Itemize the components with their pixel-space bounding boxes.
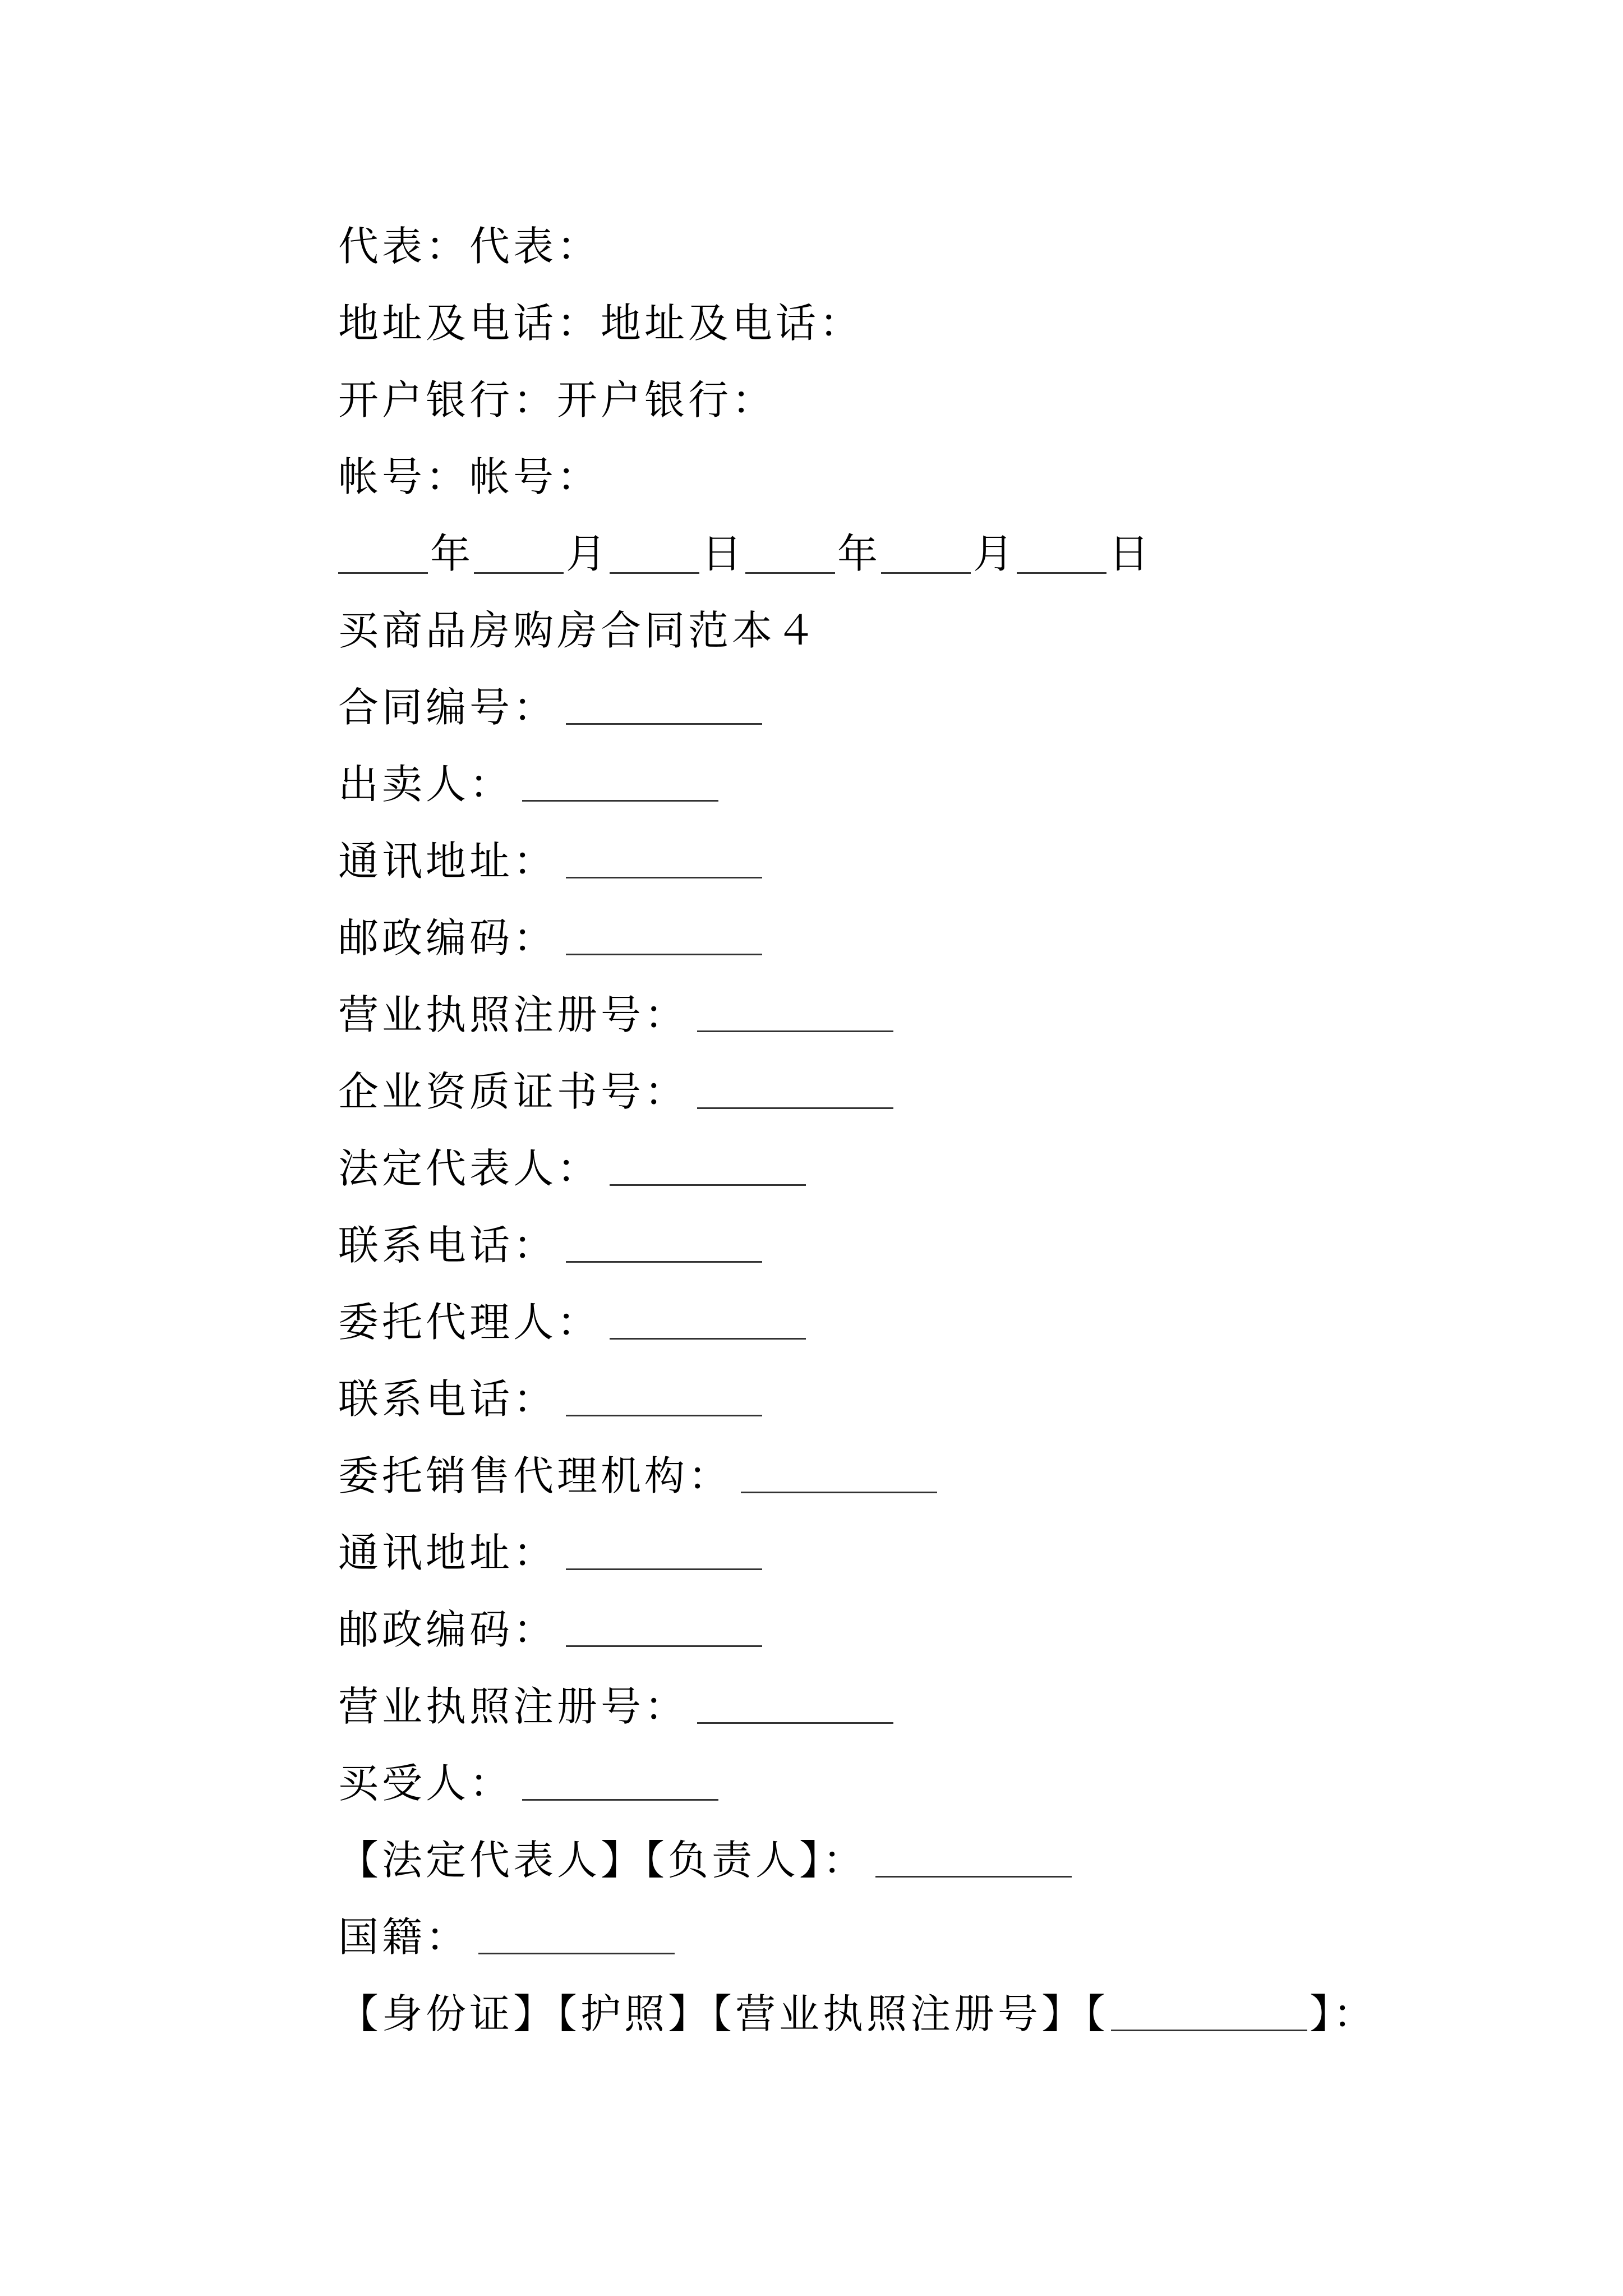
field-blank (875, 1842, 1072, 1878)
field-label: 营业执照注册号： (338, 1682, 689, 1730)
field-line (338, 669, 1460, 746)
id-prefix: 【身份证】【护照】【营业执照注册号】【 (338, 1990, 1109, 2037)
field-label: 联系电话： (338, 1375, 557, 1423)
field-blank (522, 766, 718, 802)
field-label: 委托代理人： (338, 1298, 601, 1346)
field-blank (697, 997, 893, 1032)
field-blank (610, 1151, 806, 1186)
bank-text: 开户银行：开户银行： (338, 376, 776, 424)
field-label: 邮政编码： (338, 1605, 557, 1653)
field-line (338, 1130, 1460, 1207)
field-blank (697, 1074, 893, 1109)
address-phone-line (338, 284, 1460, 361)
field-label: 通讯地址： (338, 837, 557, 885)
date-unit: 月 (973, 530, 1017, 577)
field-blank (566, 1612, 762, 1647)
field-blank (566, 1227, 762, 1263)
field-blank (566, 843, 762, 878)
date-blank (610, 539, 699, 574)
section-title-line (338, 592, 1460, 669)
date-unit: 年 (837, 530, 882, 577)
field-label: 法定代表人： (338, 1144, 601, 1192)
date-blank (1017, 539, 1106, 574)
field-blank (478, 1919, 675, 1954)
section-title: 买商品房购房合同范本４ (338, 606, 820, 654)
field-line (338, 1283, 1460, 1360)
date-unit: 日 (1109, 530, 1153, 577)
bank-line (338, 361, 1460, 438)
field-blank (566, 689, 762, 725)
date-blank (338, 539, 428, 574)
field-label: 委托销售代理机构： (338, 1452, 732, 1499)
field-line (338, 1745, 1460, 1821)
field-blank (522, 1765, 718, 1801)
field-label: 邮政编码： (338, 914, 557, 961)
date-blank (881, 539, 971, 574)
field-blank (697, 1688, 893, 1724)
date-unit: 日 (702, 530, 746, 577)
field-label: 合同编号： (338, 683, 557, 731)
field-line (338, 1668, 1460, 1745)
field-line (338, 1207, 1460, 1283)
field-line (338, 1898, 1460, 1975)
field-label: 企业资质证书号： (338, 1068, 689, 1115)
field-blank (566, 1381, 762, 1416)
date-line (338, 515, 1460, 592)
field-label: 【法定代表人】【负责人】： (338, 1836, 867, 1884)
field-label: 国籍： (338, 1913, 470, 1961)
date-unit: 年 (430, 530, 474, 577)
field-line (338, 1360, 1460, 1437)
field-label: 联系电话： (338, 1221, 557, 1269)
field-line (338, 1821, 1460, 1898)
id-line (338, 1975, 1460, 2052)
date-blank (474, 539, 564, 574)
date-unit: 月 (566, 530, 610, 577)
field-line (338, 746, 1460, 822)
field-blank (741, 1458, 937, 1493)
field-line (338, 1437, 1460, 1514)
field-label: 出卖人： (338, 760, 514, 808)
field-line (338, 822, 1460, 899)
account-text: 帐号：帐号： (338, 453, 601, 500)
field-line (338, 1514, 1460, 1591)
field-label: 买受人： (338, 1759, 514, 1807)
field-line (338, 1591, 1460, 1668)
field-line (338, 1053, 1460, 1130)
account-line (338, 438, 1460, 515)
document-body (338, 208, 1460, 2052)
address-phone-text: 地址及电话：地址及电话： (338, 299, 864, 347)
rep-text: 代表：代表： (338, 222, 601, 270)
date-blank (745, 539, 835, 574)
rep-line (338, 208, 1460, 284)
field-blank (566, 1535, 762, 1570)
field-label: 通讯地址： (338, 1529, 557, 1576)
field-line (338, 976, 1460, 1053)
id-blank (1111, 1996, 1307, 2031)
field-label: 营业执照注册号： (338, 991, 689, 1038)
field-line (338, 899, 1460, 976)
field-blank (566, 920, 762, 955)
field-blank (610, 1304, 806, 1340)
id-suffix: 】： (1310, 1990, 1377, 2037)
